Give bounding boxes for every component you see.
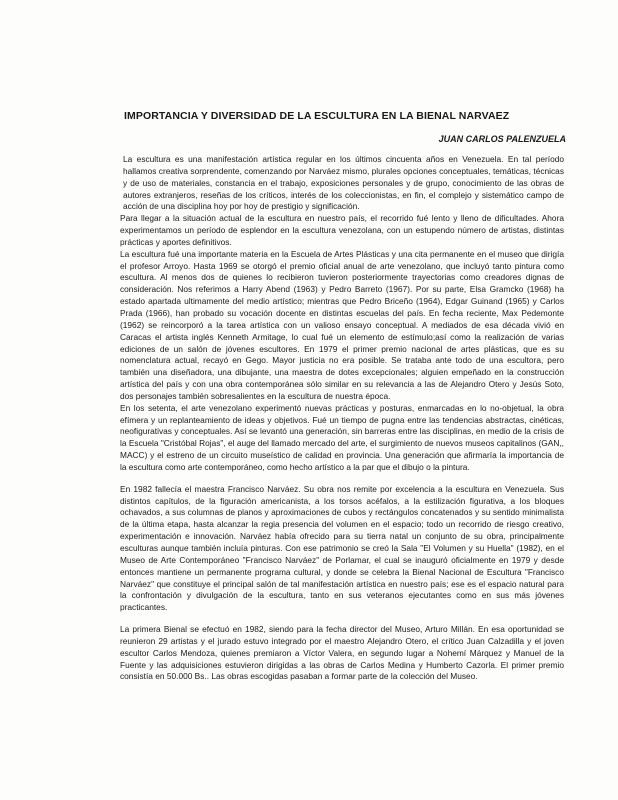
article-title: IMPORTANCIA Y DIVERSIDAD DE LA ESCULTURA EN LA BIENAL NARVAEZ xyxy=(124,110,510,122)
article-body xyxy=(120,154,564,683)
paragraph-narvaez: En 1982 fallecía el maestra Francisco Narváez. Su obra nos remite por excelencia a la escultura en Venezuela. Sus distintos capítulos, de la figuración americanista, a los torsos acéfalos, a la estilización figurativa, a los bloques ochavados, a sus columnas de planos y aproximaciones de cubos y rectángulos concatenados y su sentido minimalista de la última etapa, hasta alcanzar la regia presencia del volumen en el espacio; todo un recorrido de riesgo creativo, experimentación e innovación. Narváez había ofrecido para su tierra natal un conjunto de su obra, principalmente esculturas aunque también incluía pinturas. Con ese patrimonio se creó la Sala "El Volumen y su Huella" (1982), en el Museo de Arte Contemporáneo "Francisco Narváez" de Porlamar, el cual se inauguró oficialmente en 1979 y desde entonces mantiene un permanente programa cultural, y donde se celebra la Bienal Nacional de Escultura "Francisco Narváez" que constituye el principal salón de tal manifestación artística en nuestro país; ese es el espacio natural para la confrontación y divulgación de la escultura, tanto en sus veteranos ejecutantes como en sus más jóvenes practicantes. xyxy=(120,483,564,613)
paragraph-seventies: En los setenta, el arte venezolano experimentó nuevas prácticas y posturas, enmarcadas en lo no-objetual, la obra efímera y un replanteamiento de ideas y objetivos. Fué un tiempo de pugna entre las tendencias abstractas, cinéticas, neofigurativas y conceptuales. Así se levantó una generación, sin barreras entre las disciplinas, en medio de la crisis de la Escuela "Cristóbal Rojas", el auge del llamado mercado del arte, el surgimiento de nuevos museos capitalinos (GAN,, MACC) y el estreno de un circuito museístico de calidad en provincia. Una generación que afirmaría la importancia de la escultura como arte contemporáneo, como hecho artístico a la par que el dibujo o la pintura. xyxy=(120,402,564,472)
paragraph-first-bienal: La primera Bienal se efectuó en 1982, siendo para la fecha director del Museo, Arturo Millán. En esa oportunidad se reunieron 29 artistas y el jurado estuvo integrado por el maestro Alejandro Otero, el crítico Juan Calzadilla y el joven escultor Carlos Mendoza, quienes premiaron a Víctor Valera, en segundo lugar a Nohemí Márquez y Manuel de la Fuente y las adquisiciones estuvieron dirigidas a las obras de Carlos Medina y Humberto Cazorla. El primer premio consistía en 50.000 Bs.. Las obras escogidas pasaban a formar parte de la colección del Museo. xyxy=(120,624,564,682)
article-author: JUAN CARLOS PALENZUELA xyxy=(438,134,566,144)
paragraph-current-situation: Para llegar a la situación actual de la escultura en nuestro país, el recorrido fué lento y lleno de dificultades. Ahora experimentamos un período de esplendor en la escultura venezolana, con un estupendo número de artistas, distintas prácticas y aportes definitivos. xyxy=(120,213,564,247)
paragraph-history: La escultura fué una importante materia en la Escuela de Artes Plásticas y una cita permanente en el museo que dirigía el profesor Arroyo. Hasta 1969 se otorgó el premio oficial anual de arte venezolano, que incluyó tanto pintura como escultura. Al menos dos de quienes lo recibieron tuvieron posteriormente trayectorias como creadores dignas de consideración. Nos referimos a Harry Abend (1963) y Pedro Barreto (1967). Por su parte, Elsa Gramcko (1968) ha estado apartada ultimamente del medio artístico; mientras que Pedro Briceño (1964), Edgar Guinand (1965) y Carlos Prada (1966), han probado su vocación docente en distintas escuelas del país. En fecha reciente, Max Pedemonte (1962) se reincorporó a la tarea artística con un valioso ensayo conceptual. A mediados de esa década vivió en Caracas el artista inglés Kenneth Armitage, lo cual fué un elemento de estímulo;así como la realización de varias ediciones de un salón de jóvenes escultores. En 1979 el primer premio nacional de artes plásticas, que es su nomenclatura actual, recayó en Gego. Mayor justicia no era posible. Se trataba ante todo de una escultora, pero también una diseñadora, una dibujante, una maestra de dotes excepcionales; alguien empeñado en la construcción artística del país y con una obra contemporánea sólo similar en su relevancia a las de Alejandro Otero y Jesús Soto, dos personajes también sobresalientes en la escultura de nuestra época. xyxy=(120,248,564,401)
paragraph-intro: La escultura es una manifestación artística regular en los últimos cincuenta años en Venezuela. En tal período hallamos creativa sorprendente, comenzando por Narváez mismo, plurales opciones conceptuales, temáticas, técnicas y de uso de materiales, constancia en el trabajo, exposiciones personales y de grupo, conocimiento de las obras de autores extranjeros, reseñas de los críticos, interés de los coleccionistas, en fin, el complejo y sistemático campo de acción de una disciplina hoy por hoy de prestigio y significación. xyxy=(123,154,564,212)
